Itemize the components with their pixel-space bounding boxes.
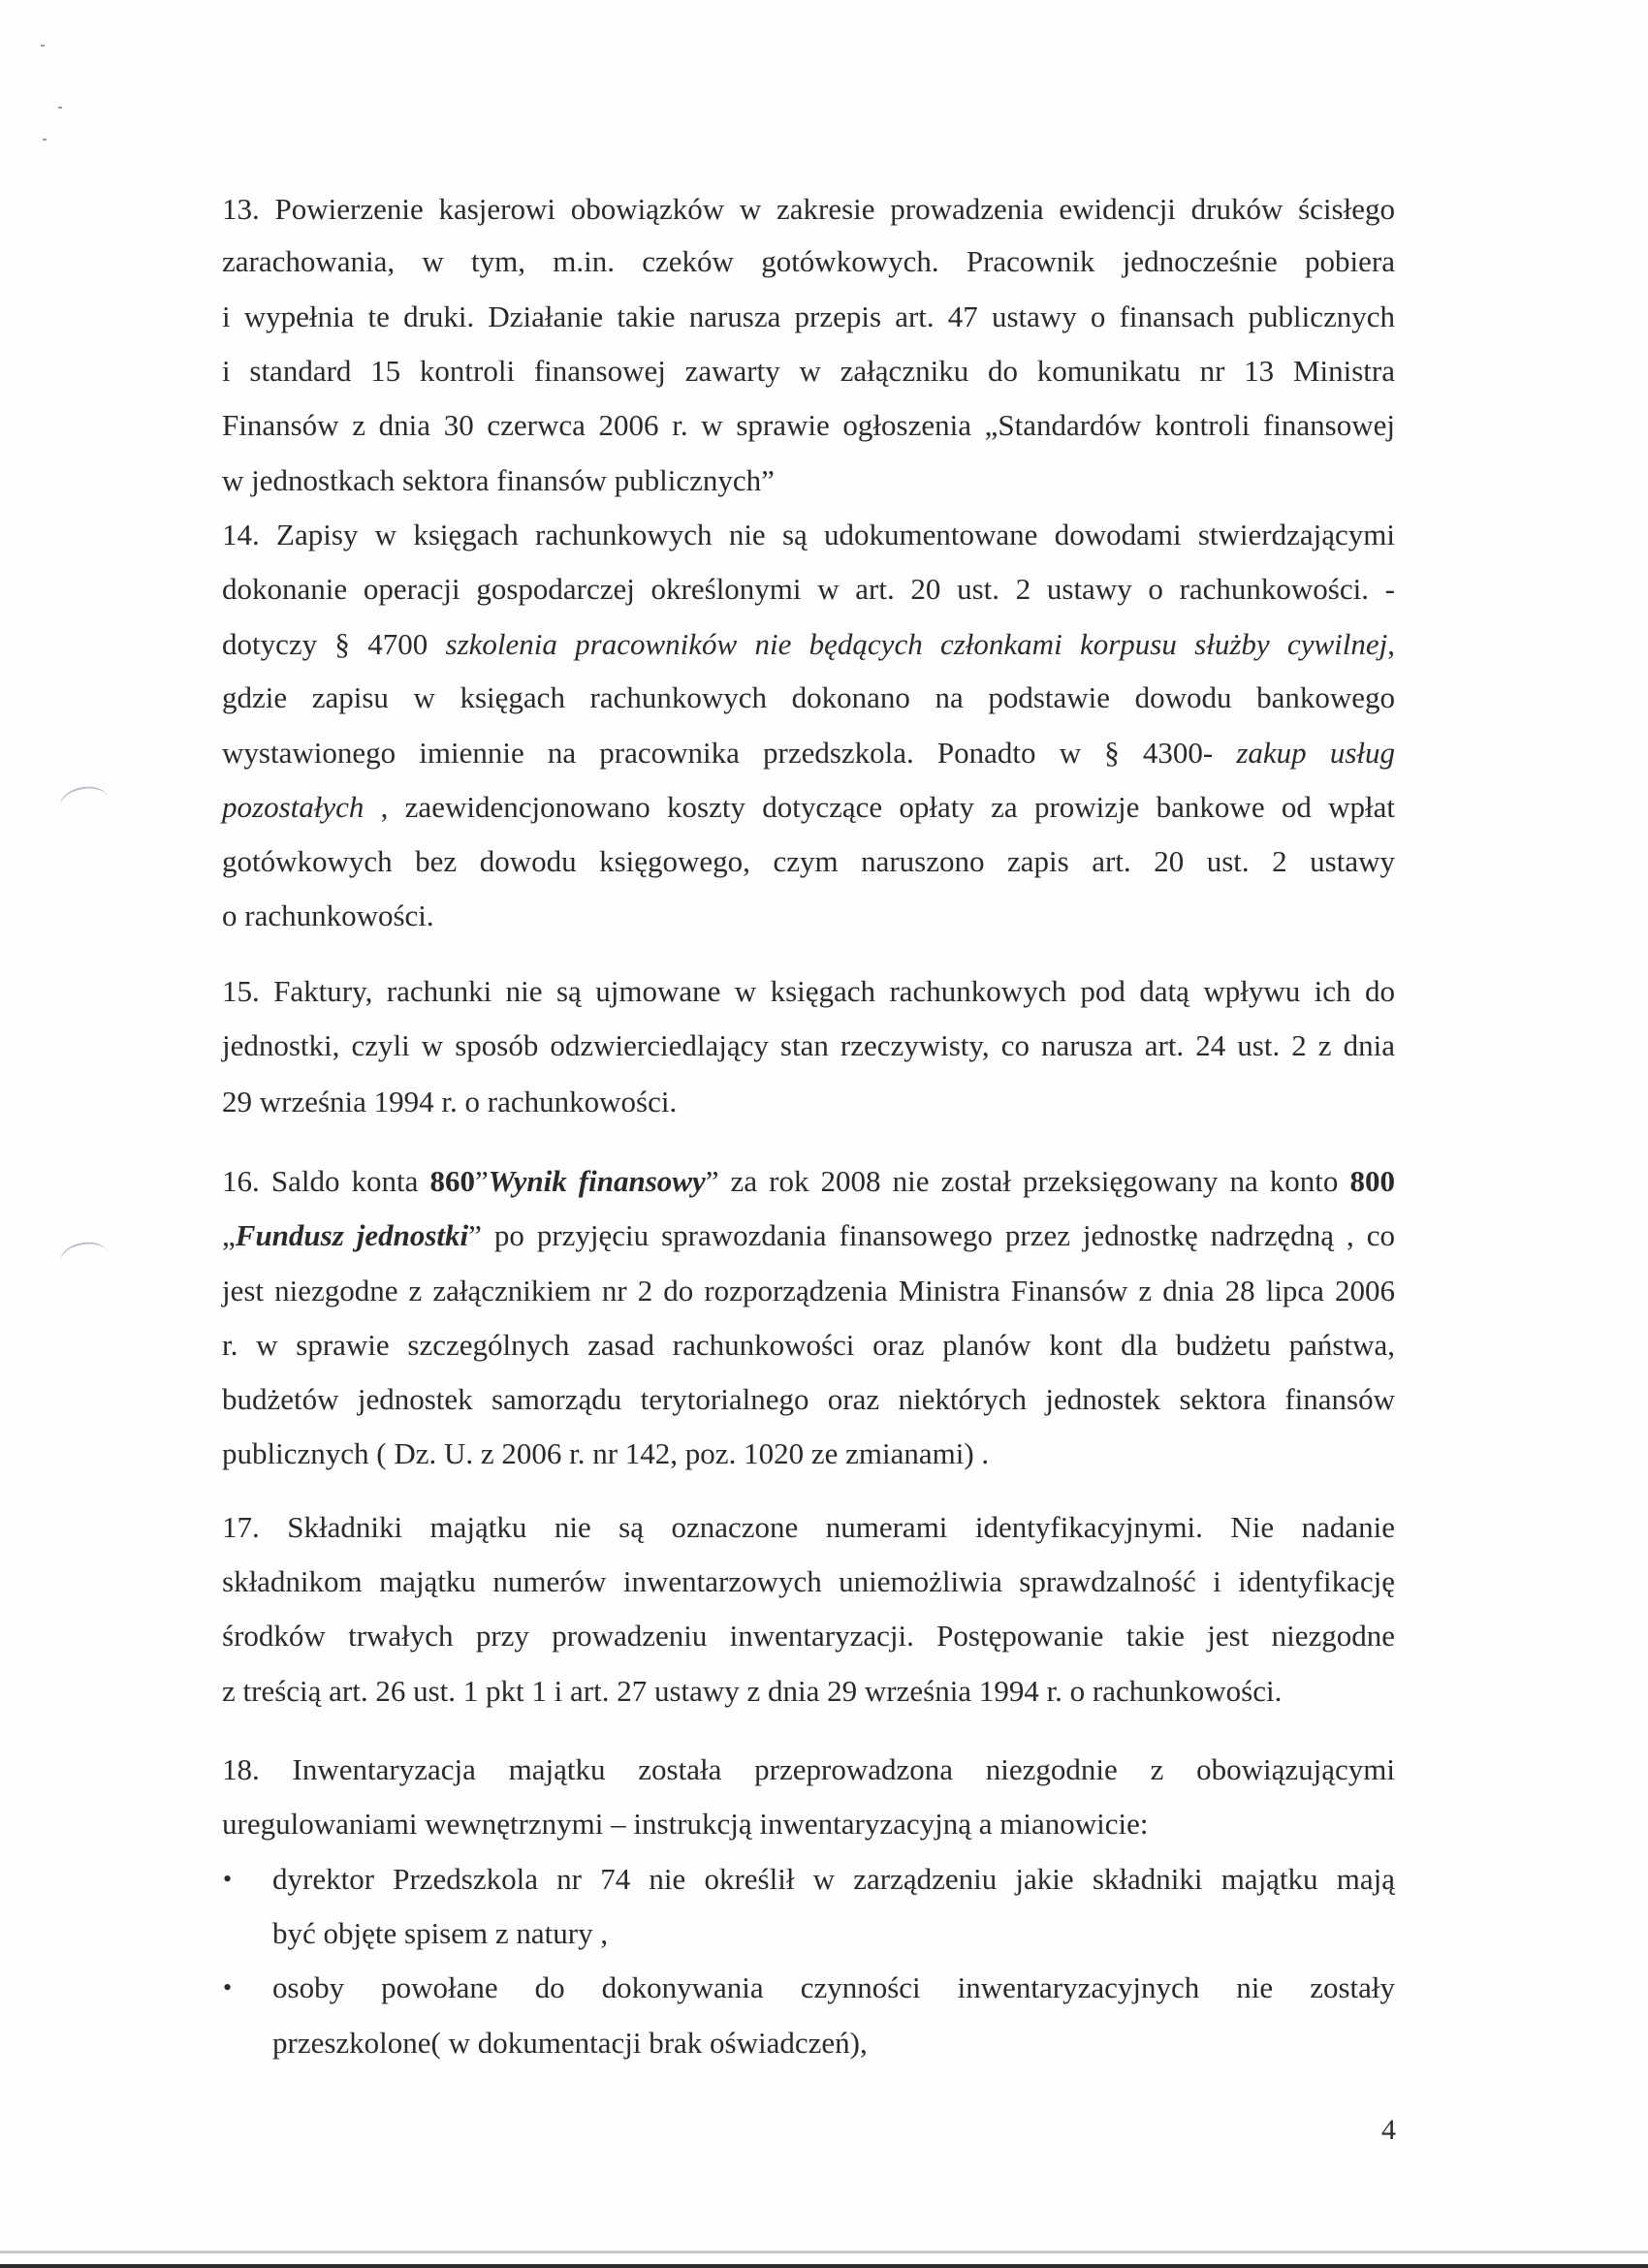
item-14-line: 14. Zapisy w księgach rachunkowych nie są udokumentowane dowodami stwierdzającymi (222, 518, 1395, 551)
item-13-line: i wypełnia te druki. Działanie takie narusza przepis art. 47 ustawy o finansach publicznych (222, 299, 1395, 333)
item-17-line: z treścią art. 26 ust. 1 pkt 1 i art. 27 ustawy z dnia 29 września 1994 r. o rachunkowości. (222, 1674, 1283, 1708)
item-15-line: 15. Faktury, rachunki nie są ujmowane w księgach rachunkowych pod datą wpływu ich do (222, 974, 1395, 1008)
text-run: dotyczy § 4700 (222, 627, 446, 661)
text-run: ” po przyjęciu sprawozdania finansowego przez jednostkę nadrzędną , co (468, 1218, 1395, 1252)
item-14-line (222, 788, 1395, 827)
account-name: Wynik finansowy (488, 1164, 706, 1198)
bullet-line: osoby powołane do dokonywania czynności inwentaryzacyjnych nie zostały (272, 1970, 1395, 2004)
page-number: 4 (1381, 2114, 1396, 2146)
item-16-line: budżetów jednostek samorządu terytorialnego oraz niektórych jednostek sektora finansów (222, 1382, 1395, 1416)
item-13-line: i standard 15 kontroli finansowej zawarty w załączniku do komunikatu nr 13 Ministra (222, 354, 1395, 388)
item-14-line: dokonanie operacji gospodarczej określonymi w art. 20 ust. 2 ustawy o rachunkowości. - (222, 572, 1395, 606)
item-16-line: publicznych ( Dz. U. z 2006 r. nr 142, poz. 1020 ze zmianami) . (222, 1436, 990, 1470)
item-14-line: gdzie zapisu w księgach rachunkowych dokonano na podstawie dowodu bankowego (222, 680, 1395, 714)
scan-edge (0, 2264, 1648, 2268)
item-14-line (222, 625, 1395, 664)
quote-mark: „ (222, 1218, 236, 1252)
account-number: 860 (429, 1164, 475, 1198)
item-17-line: składnikom majątku numerów inwentarzowych uniemożliwia sprawdzalność i identyfikację (222, 1564, 1395, 1598)
item-13-line: 13. Powierzenie kasjerowi obowiązków w zakresie prowadzenia ewidencji druków ścisłego (222, 192, 1395, 226)
bullet-line: dyrektor Przedszkola nr 74 nie określił w zarządzeniu jakie składniki majątku mają (272, 1862, 1395, 1896)
item-16-line: r. w sprawie szczególnych zasad rachunkowości oraz planów kont dla budżetu państwa, (222, 1328, 1395, 1362)
item-18-line: 18. Inwentaryzacja majątku została przeprowadzona niezgodnie z obowiązującymi (222, 1752, 1395, 1786)
item-13-line: zarachowania, w tym, m.in. czeków gotówkowych. Pracownik jednocześnie pobiera (222, 244, 1395, 278)
item-15-line: jednostki, czyli w sposób odzwierciedlający stan rzeczywisty, co narusza art. 24 ust. 2 z dnia (222, 1028, 1395, 1062)
item-16-line (222, 1162, 1395, 1201)
item-14-line (222, 734, 1395, 772)
scan-speck (43, 139, 47, 141)
budget-section-name: szkolenia pracowników nie będących członkami korpusu służby cywilnej (445, 627, 1388, 661)
item-14-line: gotówkowych bez dowodu księgowego, czym naruszono zapis art. 20 ust. 2 ustawy (222, 844, 1395, 878)
bullet-icon: • (223, 1973, 233, 2001)
scan-speck (41, 45, 45, 47)
account-number: 800 (1349, 1164, 1395, 1198)
bullet-line: być objęte spisem z natury , (272, 1916, 609, 1950)
quote-mark: ” (474, 1164, 489, 1198)
budget-section-name: pozostałych (222, 790, 364, 824)
text-run: wystawionego imiennie na pracownika przedszkola. Ponadto w § 4300- (222, 736, 1237, 770)
scan-edge (0, 2251, 1648, 2253)
item-18-line: uregulowaniami wewnętrznymi – instrukcją inwentaryzacyjną a mianowicie: (222, 1807, 1149, 1841)
item-16-line: jest niezgodne z załącznikiem nr 2 do rozporządzenia Ministra Finansów z dnia 28 lipca 2006 (222, 1274, 1395, 1307)
bullet-icon: • (223, 1865, 233, 1893)
item-17-line: 17. Składniki majątku nie są oznaczone numerami identyfikacyjnymi. Nie nadanie (222, 1510, 1395, 1544)
account-name: Fundusz jednostki (235, 1218, 469, 1252)
text-run: , zaewidencjonowano koszty dotyczące opłaty za prowizje bankowe od wpłat (364, 790, 1395, 824)
bullet-line: przeszkolone( w dokumentacji brak oświadczeń), (272, 2026, 868, 2060)
item-14-line: o rachunkowości. (222, 898, 434, 932)
item-15-line: 29 września 1994 r. o rachunkowości. (222, 1085, 678, 1118)
item-13-line: w jednostkach sektora finansów publicznych” (222, 463, 775, 497)
text-run: , (1387, 627, 1395, 661)
item-17-line: środków trwałych przy prowadzeniu inwentaryzacji. Postępowanie takie jest niezgodne (222, 1619, 1395, 1653)
punch-hole-mark (58, 783, 111, 822)
budget-section-name: zakup usług (1236, 736, 1396, 770)
scan-speck (58, 107, 62, 109)
punch-hole-mark (58, 1239, 111, 1277)
item-13-line: Finansów z dnia 30 czerwca 2006 r. w sprawie ogłoszenia „Standardów kontroli finansowej (222, 408, 1395, 442)
item-16-line (222, 1216, 1395, 1255)
text-run: ” za rok 2008 nie został przeksięgowany na konto (705, 1164, 1350, 1198)
text-run: 16. Saldo konta (222, 1164, 430, 1198)
